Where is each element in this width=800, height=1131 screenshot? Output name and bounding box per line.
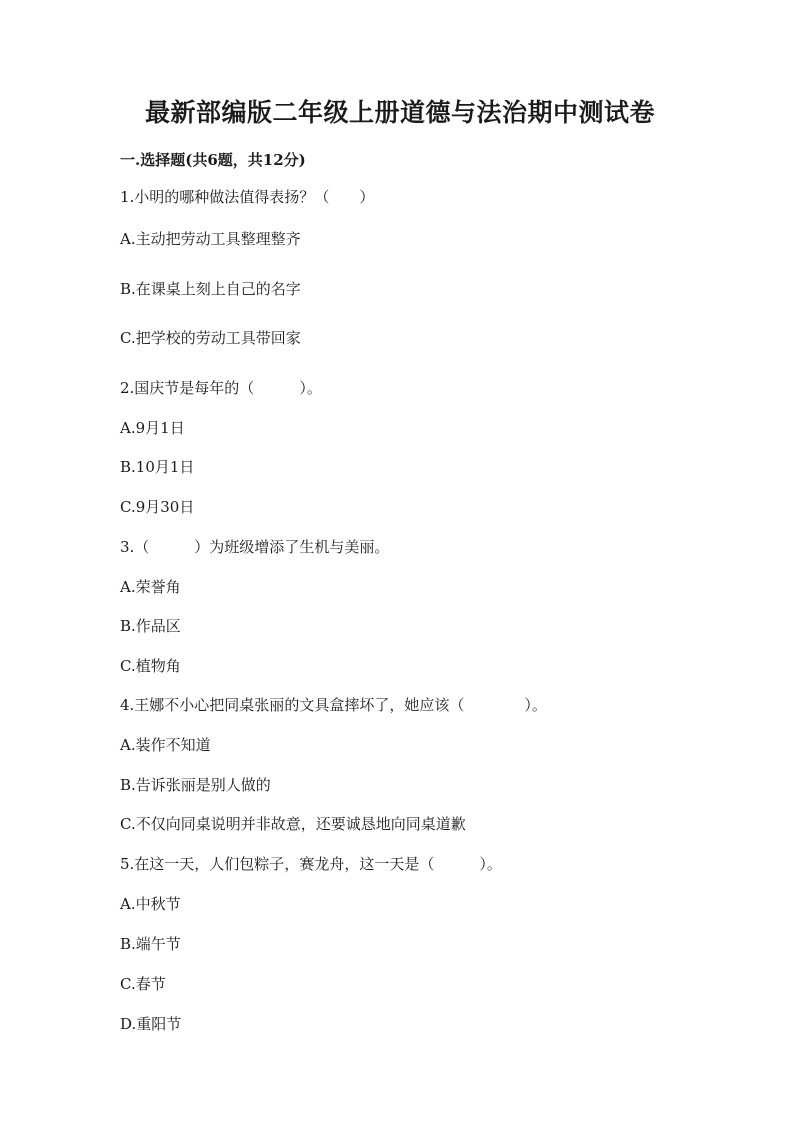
question-5-option-d: D.重阳节 [120,1015,182,1033]
section-heading: 一.选择题(共6题，共12分) [120,151,306,169]
question-5-stem: 5.在这一天，人们包粽子，赛龙舟，这一天是（ ）。 [120,855,502,873]
question-4-option-a: A.装作不知道 [120,736,211,754]
question-1-option-b: B.在课桌上刻上自己的名字 [120,280,301,298]
question-5-option-c: C.春节 [120,975,166,993]
question-3-option-b: B.作品区 [120,617,181,635]
question-4-option-c: C.不仅向同桌说明并非故意，还要诚恳地向同桌道歉 [120,815,466,833]
question-5-option-a: A.中秋节 [120,895,181,913]
question-5-option-b: B.端午节 [120,935,181,953]
question-1-stem: 1.小明的哪种做法值得表扬？（ ） [120,188,375,206]
question-4-option-b: B.告诉张丽是别人做的 [120,776,271,794]
question-2-option-b: B.10月1日 [120,458,195,476]
question-3-stem: 3.（ ）为班级增添了生机与美丽。 [120,538,390,556]
question-2-stem: 2.国庆节是每年的（ ）。 [120,379,322,397]
question-1-option-c: C.把学校的劳动工具带回家 [120,329,301,347]
page-title: 最新部编版二年级上册道德与法治期中测试卷 [144,98,655,127]
question-2-option-c: C.9月30日 [120,498,195,516]
question-3-option-a: A.荣誉角 [120,578,181,596]
question-1-option-a: A.主动把劳动工具整理整齐 [120,230,301,248]
question-3-option-c: C.植物角 [120,657,181,675]
question-4-stem: 4.王娜不小心把同桌张丽的文具盒摔坏了，她应该（ ）。 [120,696,547,714]
question-2-option-a: A.9月1日 [120,419,185,437]
